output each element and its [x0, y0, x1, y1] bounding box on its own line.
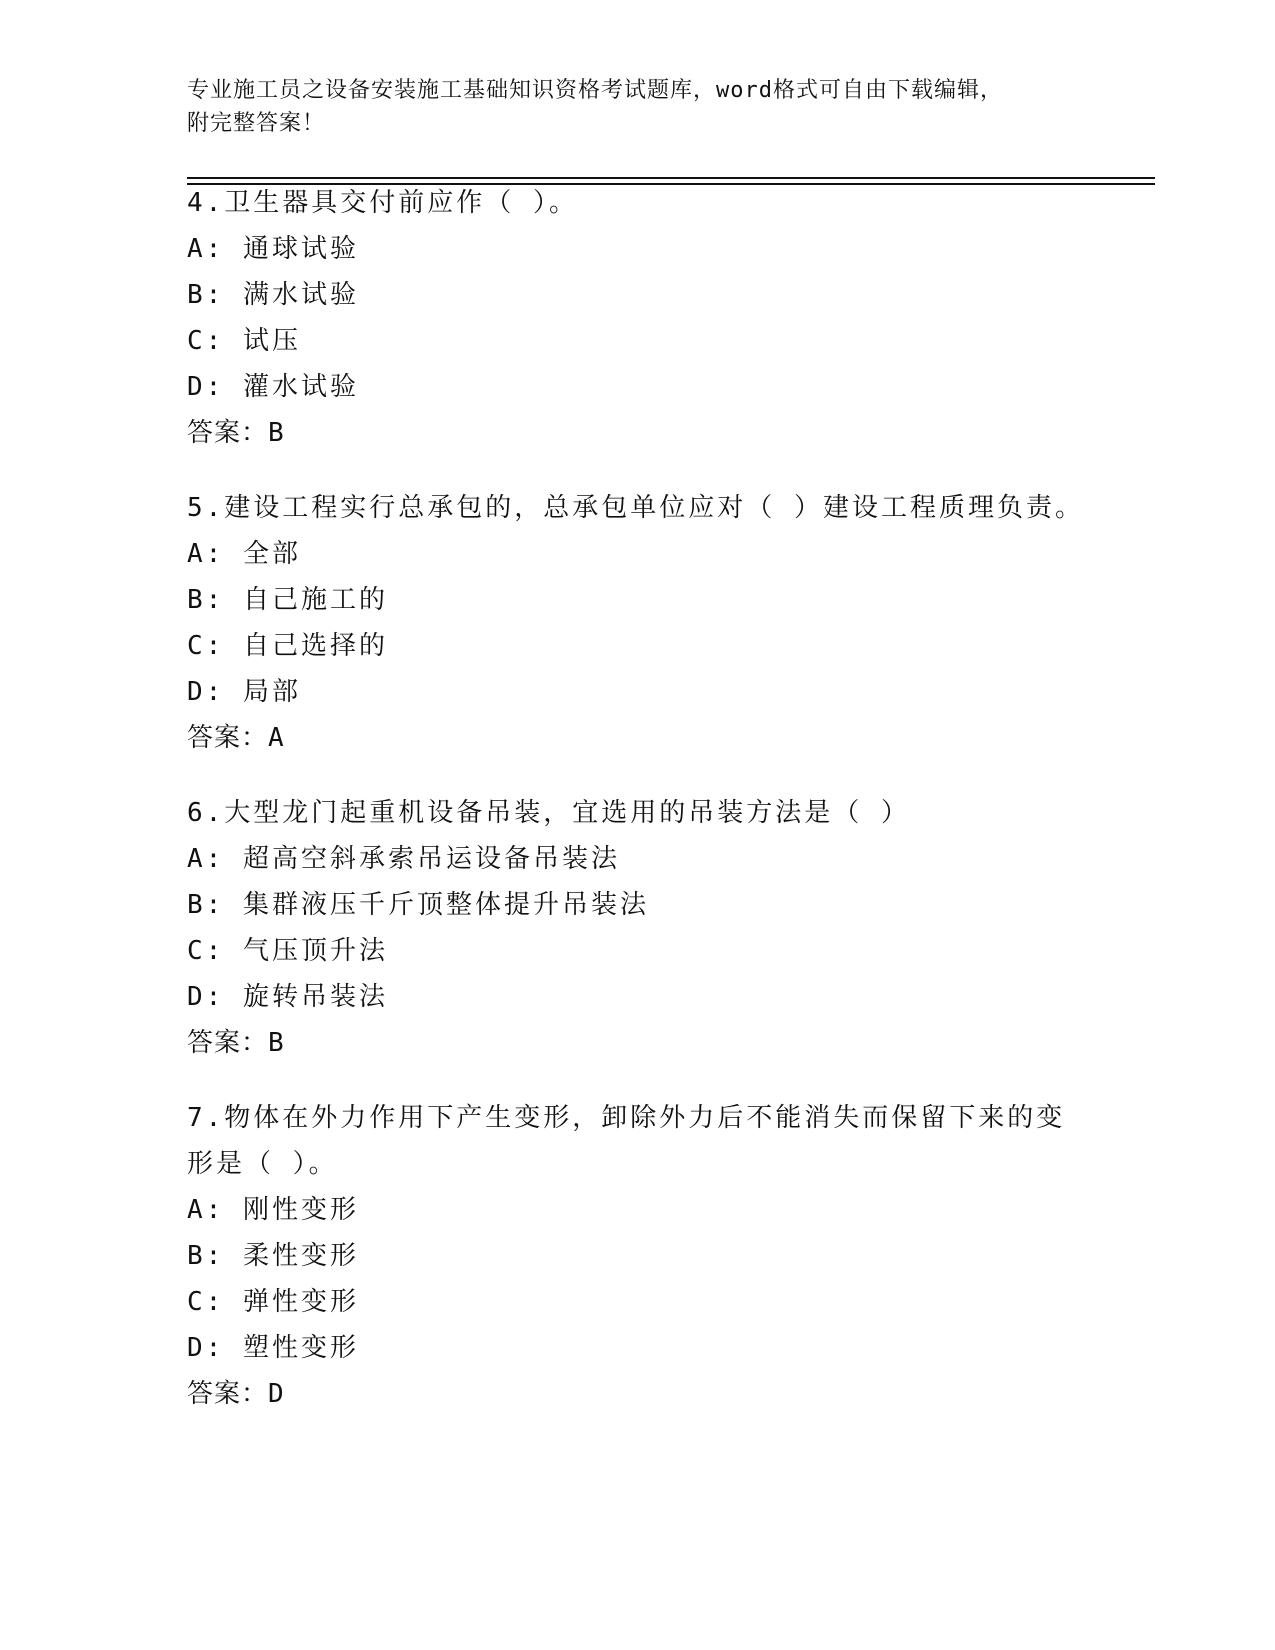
- header-line-1: 专业施工员之设备安装施工基础知识资格考试题库，word格式可自由下载编辑，: [187, 78, 1003, 103]
- option-d: D: 旋转吊装法: [187, 982, 388, 1012]
- header-line-2: 附完整答案！: [187, 111, 326, 136]
- document-header: [187, 74, 1067, 140]
- option-d: D: 灌水试验: [187, 372, 359, 402]
- option-b: B: 自己施工的: [187, 585, 388, 615]
- option-c: C: 自己选择的: [187, 631, 388, 661]
- option-c: C: 气压顶升法: [187, 936, 388, 966]
- answer: 答案：A: [187, 723, 285, 753]
- question-stem: 6.大型龙门起重机设备吊装，宜选用的吊装方法是（ ）: [187, 798, 910, 828]
- question-stem: 5.建设工程实行总承包的，总承包单位应对（ ）建设工程质理负责。: [187, 493, 1084, 523]
- option-b: B: 柔性变形: [187, 1241, 359, 1271]
- answer: 答案：B: [187, 1028, 285, 1058]
- question-stem-line-2: 形是（ ）。: [187, 1149, 338, 1179]
- header-divider-top: [187, 177, 1155, 179]
- question-5: [187, 485, 1087, 761]
- option-b: B: 满水试验: [187, 280, 359, 310]
- option-a: A: 超高空斜承索吊运设备吊装法: [187, 844, 620, 874]
- option-d: D: 局部: [187, 677, 301, 707]
- option-c: C: 试压: [187, 326, 301, 356]
- option-a: A: 刚性变形: [187, 1195, 359, 1225]
- question-6: [187, 790, 1087, 1066]
- question-4: [187, 180, 1087, 456]
- question-stem: 4.卫生器具交付前应作（ ）。: [187, 188, 578, 218]
- answer: 答案：D: [187, 1379, 285, 1409]
- question-stem-line-1: 7.物体在外力作用下产生变形，卸除外力后不能消失而保留下来的变: [187, 1103, 1066, 1133]
- option-a: A: 通球试验: [187, 234, 359, 264]
- option-b: B: 集群液压千斤顶整体提升吊装法: [187, 890, 649, 920]
- option-c: C: 弹性变形: [187, 1287, 359, 1317]
- option-a: A: 全部: [187, 539, 301, 569]
- option-d: D: 塑性变形: [187, 1333, 359, 1363]
- answer: 答案：B: [187, 418, 285, 448]
- question-7: [187, 1095, 1087, 1417]
